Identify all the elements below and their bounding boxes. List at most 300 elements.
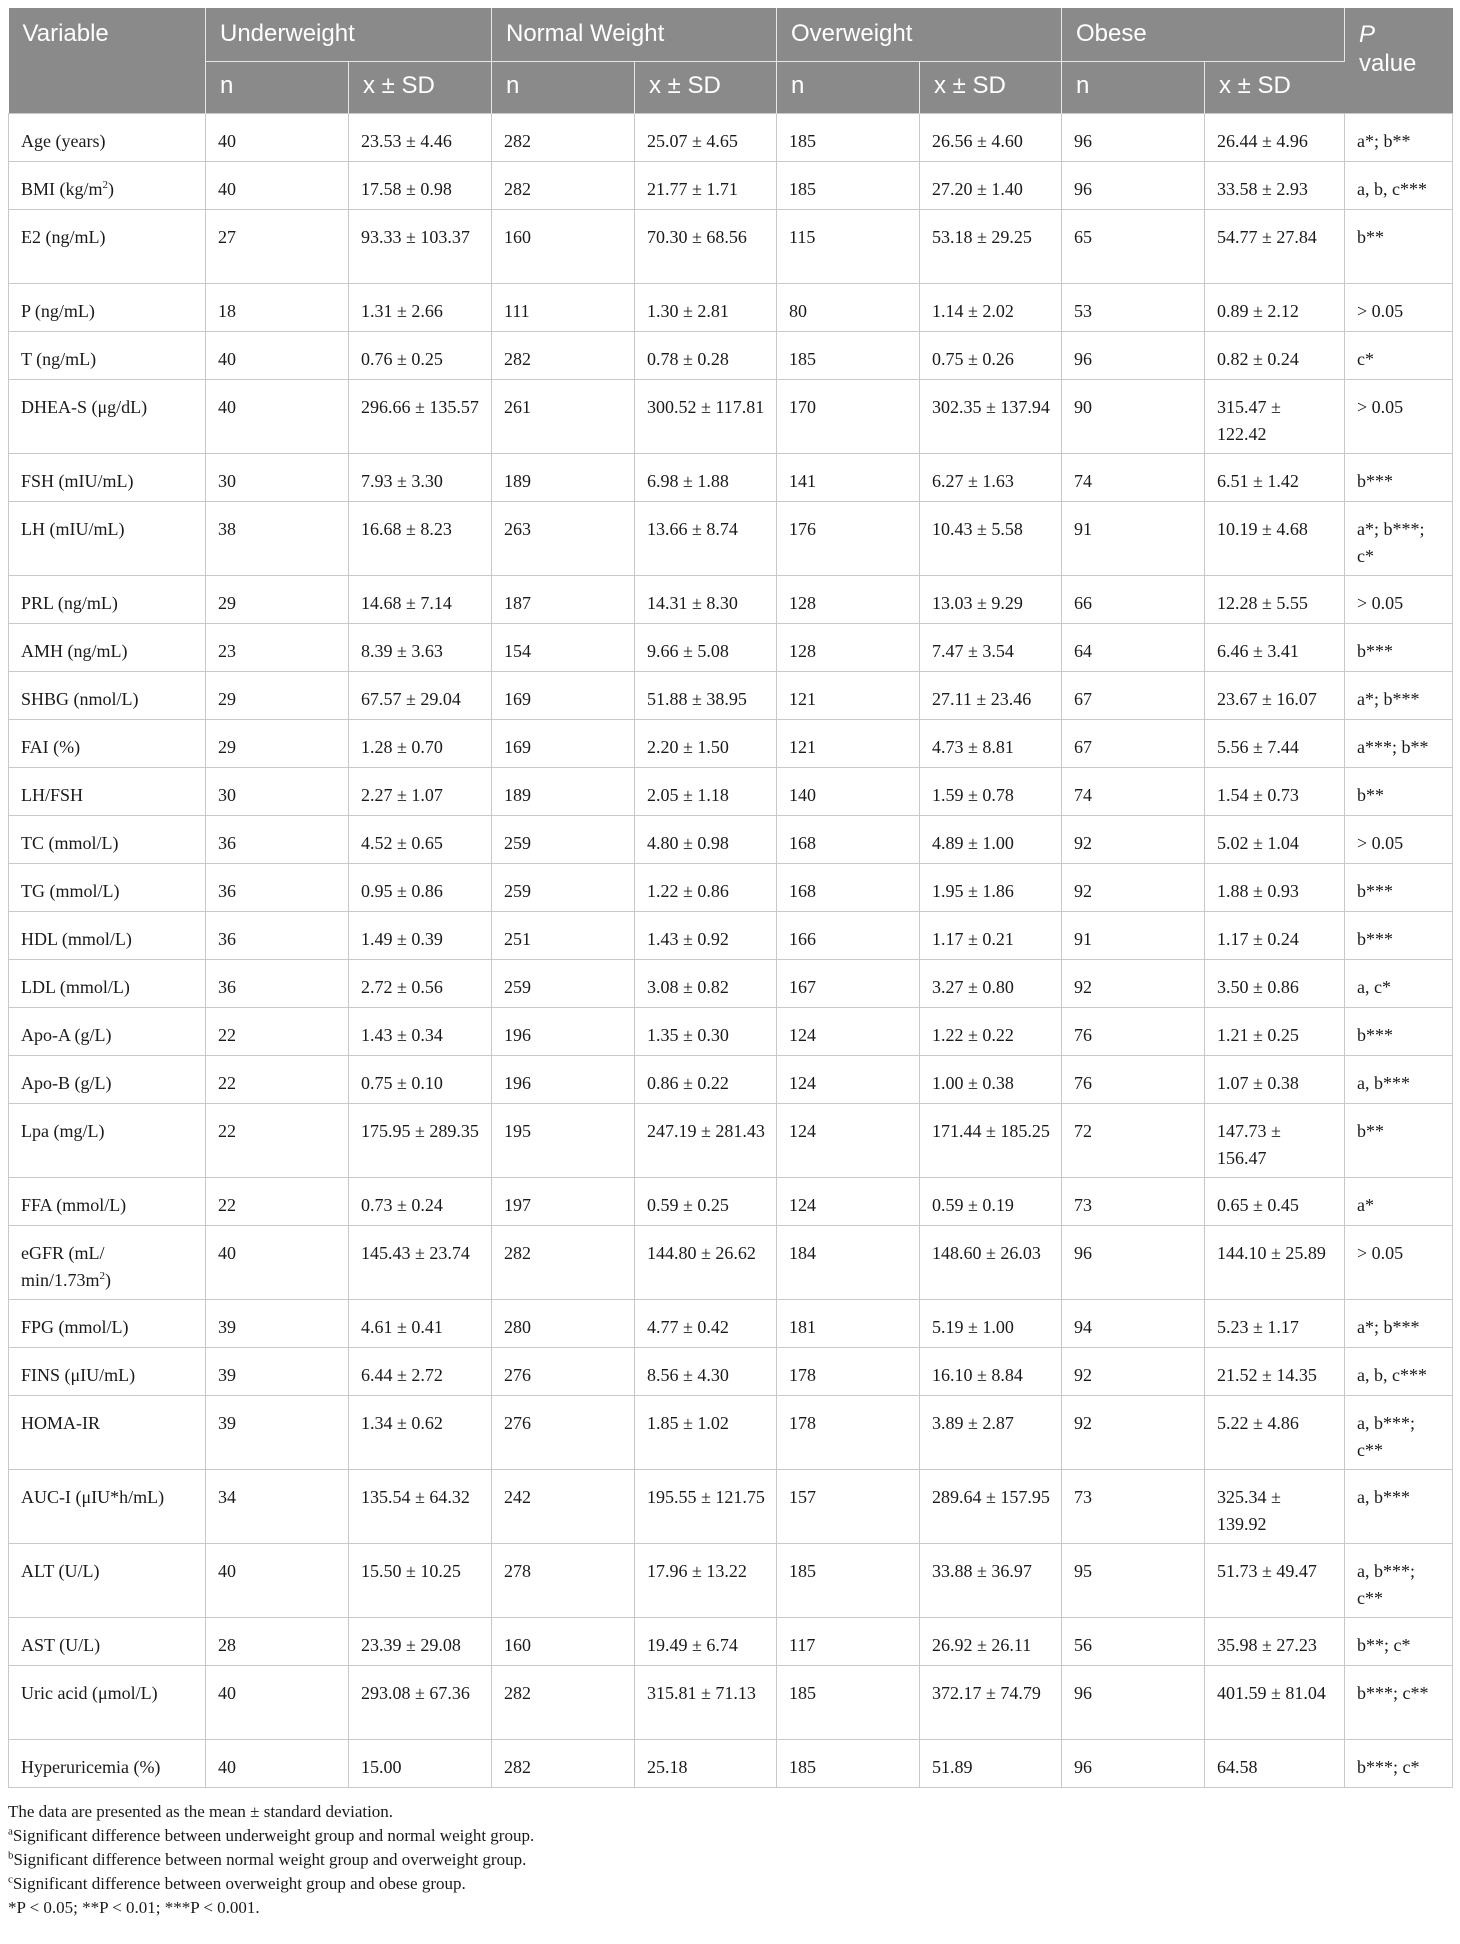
table-row xyxy=(9,1617,1453,1665)
variable-name: HDL (mmol/L) xyxy=(21,928,132,949)
cell-bx: 33.58 ± 2.93 xyxy=(1205,161,1345,209)
cell-bn: 65 xyxy=(1062,209,1205,283)
cell-ux: 0.76 ± 0.25 xyxy=(349,331,492,379)
cell-variable xyxy=(9,113,206,161)
cell-un: 39 xyxy=(206,1395,349,1469)
cell-ux: 16.68 ± 8.23 xyxy=(349,501,492,575)
cell-bn: 64 xyxy=(1062,623,1205,671)
cell-nn: 282 xyxy=(492,331,635,379)
cell-ox: 1.00 ± 0.38 xyxy=(920,1055,1062,1103)
table-row xyxy=(9,1347,1453,1395)
cell-nn: 251 xyxy=(492,911,635,959)
cell-ox: 26.56 ± 4.60 xyxy=(920,113,1062,161)
table-row xyxy=(9,767,1453,815)
cell-ux: 175.95 ± 289.35 xyxy=(349,1103,492,1177)
cell-ux: 7.93 ± 3.30 xyxy=(349,453,492,501)
cell-bx: 315.47 ± 122.42 xyxy=(1205,379,1345,453)
cell-bn: 94 xyxy=(1062,1299,1205,1347)
cell-on: 157 xyxy=(777,1469,920,1543)
cell-bn: 96 xyxy=(1062,1739,1205,1787)
header-group-overweight: Overweight xyxy=(777,8,1062,61)
cell-variable xyxy=(9,1469,206,1543)
cell-nx: 70.30 ± 68.56 xyxy=(635,209,777,283)
cell-nn: 111 xyxy=(492,283,635,331)
cell-bn: 96 xyxy=(1062,1665,1205,1739)
table-row xyxy=(9,959,1453,1007)
cell-variable xyxy=(9,379,206,453)
cell-on: 168 xyxy=(777,863,920,911)
cell-nn: 282 xyxy=(492,1225,635,1299)
variable-name: AST (U/L) xyxy=(21,1634,101,1655)
cell-nx: 25.18 xyxy=(635,1739,777,1787)
cell-nn: 196 xyxy=(492,1007,635,1055)
table-row xyxy=(9,1739,1453,1787)
table-row xyxy=(9,1395,1453,1469)
footnote-text: Significant difference between underweight group and normal weight group. xyxy=(12,1825,535,1845)
cell-ux: 1.28 ± 0.70 xyxy=(349,719,492,767)
cell-p: a, b*** xyxy=(1345,1469,1453,1543)
cell-ux: 293.08 ± 67.36 xyxy=(349,1665,492,1739)
variable-name: P (ng/mL) xyxy=(21,300,95,321)
table-footnotes xyxy=(8,1800,1452,1920)
header-p-italic: P xyxy=(1359,21,1376,48)
cell-ox: 51.89 xyxy=(920,1739,1062,1787)
cell-ox: 3.89 ± 2.87 xyxy=(920,1395,1062,1469)
cell-on: 166 xyxy=(777,911,920,959)
cell-ux: 23.39 ± 29.08 xyxy=(349,1617,492,1665)
table-row xyxy=(9,501,1453,575)
table-row xyxy=(9,671,1453,719)
header-group-obese: Obese xyxy=(1062,8,1345,61)
cell-un: 22 xyxy=(206,1055,349,1103)
cell-nn: 282 xyxy=(492,1739,635,1787)
cell-bn: 67 xyxy=(1062,671,1205,719)
cell-p: a* xyxy=(1345,1177,1453,1225)
cell-nx: 3.08 ± 0.82 xyxy=(635,959,777,1007)
cell-on: 140 xyxy=(777,767,920,815)
cell-p: > 0.05 xyxy=(1345,283,1453,331)
cell-nx: 1.22 ± 0.86 xyxy=(635,863,777,911)
cell-p: b**; c* xyxy=(1345,1617,1453,1665)
cell-nx: 144.80 ± 26.62 xyxy=(635,1225,777,1299)
variable-name: TC (mmol/L) xyxy=(21,832,119,853)
cell-ux: 1.43 ± 0.34 xyxy=(349,1007,492,1055)
variable-name: FPG (mmol/L) xyxy=(21,1316,129,1337)
cell-on: 128 xyxy=(777,575,920,623)
cell-variable xyxy=(9,623,206,671)
cell-un: 36 xyxy=(206,959,349,1007)
footnote-marker: c xyxy=(8,1872,13,1885)
cell-un: 30 xyxy=(206,453,349,501)
cell-variable xyxy=(9,671,206,719)
cell-bx: 1.07 ± 0.38 xyxy=(1205,1055,1345,1103)
cell-variable xyxy=(9,959,206,1007)
footnote-text: The data are presented as the mean ± standard deviation. xyxy=(8,1801,394,1821)
cell-bn: 91 xyxy=(1062,911,1205,959)
variable-name: PRL (ng/mL) xyxy=(21,592,118,613)
table-container xyxy=(8,8,1452,1920)
cell-variable xyxy=(9,1665,206,1739)
cell-bn: 92 xyxy=(1062,815,1205,863)
cell-on: 185 xyxy=(777,1543,920,1617)
cell-un: 40 xyxy=(206,379,349,453)
cell-bn: 96 xyxy=(1062,161,1205,209)
footnote xyxy=(8,1824,1452,1848)
table-row xyxy=(9,1225,1453,1299)
cell-nn: 195 xyxy=(492,1103,635,1177)
variable-superscript: 2 xyxy=(99,1269,106,1282)
cell-nn: 169 xyxy=(492,671,635,719)
cell-bn: 96 xyxy=(1062,331,1205,379)
cell-bn: 90 xyxy=(1062,379,1205,453)
table-row xyxy=(9,113,1453,161)
header-n: n xyxy=(492,61,635,113)
cell-nx: 300.52 ± 117.81 xyxy=(635,379,777,453)
cell-bx: 23.67 ± 16.07 xyxy=(1205,671,1345,719)
cell-p: a***; b** xyxy=(1345,719,1453,767)
cell-ux: 14.68 ± 7.14 xyxy=(349,575,492,623)
cell-un: 29 xyxy=(206,671,349,719)
header-p-value xyxy=(1345,8,1453,113)
footnote-text: Significant difference between normal weight group and overweight group. xyxy=(13,1849,527,1869)
cell-p: b** xyxy=(1345,1103,1453,1177)
cell-ox: 289.64 ± 157.95 xyxy=(920,1469,1062,1543)
cell-variable xyxy=(9,911,206,959)
cell-variable xyxy=(9,719,206,767)
cell-p: a, b, c*** xyxy=(1345,161,1453,209)
cell-ux: 4.52 ± 0.65 xyxy=(349,815,492,863)
cell-bx: 6.46 ± 3.41 xyxy=(1205,623,1345,671)
cell-bn: 73 xyxy=(1062,1177,1205,1225)
cell-bn: 76 xyxy=(1062,1055,1205,1103)
cell-bx: 5.22 ± 4.86 xyxy=(1205,1395,1345,1469)
cell-p: a, b***; c** xyxy=(1345,1543,1453,1617)
variable-name: DHEA-S (μg/dL) xyxy=(21,396,148,417)
variable-name: Hyperuricemia (%) xyxy=(21,1756,161,1777)
cell-p: b** xyxy=(1345,209,1453,283)
cell-ox: 5.19 ± 1.00 xyxy=(920,1299,1062,1347)
cell-ox: 26.92 ± 26.11 xyxy=(920,1617,1062,1665)
cell-variable xyxy=(9,863,206,911)
cell-ox: 1.17 ± 0.21 xyxy=(920,911,1062,959)
footnote xyxy=(8,1800,1452,1824)
cell-nn: 154 xyxy=(492,623,635,671)
table-row xyxy=(9,379,1453,453)
cell-ux: 4.61 ± 0.41 xyxy=(349,1299,492,1347)
cell-un: 22 xyxy=(206,1007,349,1055)
cell-ux: 6.44 ± 2.72 xyxy=(349,1347,492,1395)
cell-bx: 26.44 ± 4.96 xyxy=(1205,113,1345,161)
cell-on: 115 xyxy=(777,209,920,283)
table-row xyxy=(9,161,1453,209)
cell-ux: 15.00 xyxy=(349,1739,492,1787)
variable-name: Age (years) xyxy=(21,130,106,151)
variable-name: FINS (μIU/mL) xyxy=(21,1364,136,1385)
cell-nn: 189 xyxy=(492,453,635,501)
cell-variable xyxy=(9,1543,206,1617)
header-variable: Variable xyxy=(9,8,206,113)
variable-name: BMI (kg/m xyxy=(21,178,103,199)
cell-p: a*; b** xyxy=(1345,113,1453,161)
cell-variable xyxy=(9,1395,206,1469)
table-row xyxy=(9,1007,1453,1055)
cell-ox: 0.59 ± 0.19 xyxy=(920,1177,1062,1225)
cell-ox: 302.35 ± 137.94 xyxy=(920,379,1062,453)
cell-bn: 92 xyxy=(1062,1395,1205,1469)
cell-nx: 19.49 ± 6.74 xyxy=(635,1617,777,1665)
table-row xyxy=(9,719,1453,767)
cell-bn: 66 xyxy=(1062,575,1205,623)
cell-on: 124 xyxy=(777,1055,920,1103)
cell-on: 170 xyxy=(777,379,920,453)
cell-nn: 197 xyxy=(492,1177,635,1225)
cell-p: c* xyxy=(1345,331,1453,379)
cell-ox: 13.03 ± 9.29 xyxy=(920,575,1062,623)
cell-p: a, b, c*** xyxy=(1345,1347,1453,1395)
cell-ux: 8.39 ± 3.63 xyxy=(349,623,492,671)
table-row xyxy=(9,209,1453,283)
cell-variable xyxy=(9,767,206,815)
cell-variable xyxy=(9,501,206,575)
cell-nx: 4.80 ± 0.98 xyxy=(635,815,777,863)
cell-on: 124 xyxy=(777,1103,920,1177)
variable-superscript: 2 xyxy=(102,178,109,191)
cell-un: 23 xyxy=(206,623,349,671)
cell-ux: 135.54 ± 64.32 xyxy=(349,1469,492,1543)
cell-ux: 1.34 ± 0.62 xyxy=(349,1395,492,1469)
cell-nn: 160 xyxy=(492,1617,635,1665)
cell-p: b*** xyxy=(1345,863,1453,911)
cell-bx: 12.28 ± 5.55 xyxy=(1205,575,1345,623)
variable-name: eGFR (mL/ min/1.73m xyxy=(21,1242,105,1290)
cell-nx: 13.66 ± 8.74 xyxy=(635,501,777,575)
table-row xyxy=(9,863,1453,911)
cell-un: 39 xyxy=(206,1299,349,1347)
cell-nn: 282 xyxy=(492,1665,635,1739)
cell-p: b*** xyxy=(1345,911,1453,959)
footnote xyxy=(8,1848,1452,1872)
cell-nn: 282 xyxy=(492,161,635,209)
variable-name: FSH (mIU/mL) xyxy=(21,470,134,491)
cell-bn: 76 xyxy=(1062,1007,1205,1055)
cell-nx: 14.31 ± 8.30 xyxy=(635,575,777,623)
cell-p: a, b***; c** xyxy=(1345,1395,1453,1469)
cell-bx: 0.65 ± 0.45 xyxy=(1205,1177,1345,1225)
cell-un: 40 xyxy=(206,1739,349,1787)
cell-bn: 96 xyxy=(1062,113,1205,161)
cell-p: > 0.05 xyxy=(1345,379,1453,453)
cell-nx: 6.98 ± 1.88 xyxy=(635,453,777,501)
cell-ox: 0.75 ± 0.26 xyxy=(920,331,1062,379)
cell-nn: 259 xyxy=(492,863,635,911)
cell-ux: 2.72 ± 0.56 xyxy=(349,959,492,1007)
cell-nn: 278 xyxy=(492,1543,635,1617)
cell-nx: 247.19 ± 281.43 xyxy=(635,1103,777,1177)
cell-nx: 0.86 ± 0.22 xyxy=(635,1055,777,1103)
cell-bn: 53 xyxy=(1062,283,1205,331)
cell-ox: 7.47 ± 3.54 xyxy=(920,623,1062,671)
cell-nx: 1.43 ± 0.92 xyxy=(635,911,777,959)
cell-bx: 147.73 ± 156.47 xyxy=(1205,1103,1345,1177)
cell-ox: 27.20 ± 1.40 xyxy=(920,161,1062,209)
cell-variable xyxy=(9,1055,206,1103)
table-row xyxy=(9,331,1453,379)
footnote-marker: b xyxy=(8,1848,14,1861)
cell-on: 167 xyxy=(777,959,920,1007)
cell-bx: 0.82 ± 0.24 xyxy=(1205,331,1345,379)
table-row xyxy=(9,453,1453,501)
cell-variable xyxy=(9,209,206,283)
cell-un: 39 xyxy=(206,1347,349,1395)
header-n: n xyxy=(777,61,920,113)
cell-on: 141 xyxy=(777,453,920,501)
table-row xyxy=(9,575,1453,623)
cell-p: a*; b*** xyxy=(1345,1299,1453,1347)
cell-bx: 6.51 ± 1.42 xyxy=(1205,453,1345,501)
cell-on: 121 xyxy=(777,719,920,767)
table-row xyxy=(9,1055,1453,1103)
cell-nx: 2.05 ± 1.18 xyxy=(635,767,777,815)
cell-nn: 187 xyxy=(492,575,635,623)
cell-ux: 145.43 ± 23.74 xyxy=(349,1225,492,1299)
cell-nx: 25.07 ± 4.65 xyxy=(635,113,777,161)
variable-name: FAI (%) xyxy=(21,736,81,757)
cell-on: 121 xyxy=(777,671,920,719)
variable-name: E2 (ng/mL) xyxy=(21,226,106,247)
table-row xyxy=(9,911,1453,959)
cell-ux: 1.49 ± 0.39 xyxy=(349,911,492,959)
cell-un: 40 xyxy=(206,1543,349,1617)
cell-variable xyxy=(9,331,206,379)
cell-p: b***; c** xyxy=(1345,1665,1453,1739)
cell-nx: 2.20 ± 1.50 xyxy=(635,719,777,767)
cell-ox: 10.43 ± 5.58 xyxy=(920,501,1062,575)
cell-ox: 16.10 ± 8.84 xyxy=(920,1347,1062,1395)
cell-on: 117 xyxy=(777,1617,920,1665)
cell-nx: 0.78 ± 0.28 xyxy=(635,331,777,379)
cell-un: 29 xyxy=(206,575,349,623)
cell-p: a*; b*** xyxy=(1345,671,1453,719)
cell-bn: 67 xyxy=(1062,719,1205,767)
results-table xyxy=(8,8,1453,1788)
variable-name: LH (mIU/mL) xyxy=(21,518,125,539)
cell-nx: 4.77 ± 0.42 xyxy=(635,1299,777,1347)
cell-nn: 282 xyxy=(492,113,635,161)
cell-bn: 74 xyxy=(1062,453,1205,501)
header-mean-sd: x ± SD xyxy=(349,61,492,113)
variable-name-suffix: ) xyxy=(105,1269,112,1290)
cell-ox: 6.27 ± 1.63 xyxy=(920,453,1062,501)
cell-ox: 27.11 ± 23.46 xyxy=(920,671,1062,719)
cell-nx: 1.85 ± 1.02 xyxy=(635,1395,777,1469)
cell-bx: 35.98 ± 27.23 xyxy=(1205,1617,1345,1665)
cell-ux: 0.73 ± 0.24 xyxy=(349,1177,492,1225)
cell-variable xyxy=(9,1225,206,1299)
cell-ox: 148.60 ± 26.03 xyxy=(920,1225,1062,1299)
cell-bx: 144.10 ± 25.89 xyxy=(1205,1225,1345,1299)
table-header xyxy=(9,8,1453,113)
variable-name: ALT (U/L) xyxy=(21,1560,100,1581)
cell-bx: 54.77 ± 27.84 xyxy=(1205,209,1345,283)
header-n: n xyxy=(206,61,349,113)
cell-variable xyxy=(9,1617,206,1665)
cell-un: 27 xyxy=(206,209,349,283)
cell-ux: 1.31 ± 2.66 xyxy=(349,283,492,331)
table-row xyxy=(9,1103,1453,1177)
cell-nx: 1.35 ± 0.30 xyxy=(635,1007,777,1055)
table-row xyxy=(9,1177,1453,1225)
cell-p: > 0.05 xyxy=(1345,815,1453,863)
variable-name: Uric acid (μmol/L) xyxy=(21,1682,158,1703)
footnote xyxy=(8,1872,1452,1896)
table-row xyxy=(9,1665,1453,1739)
table-row xyxy=(9,623,1453,671)
cell-nn: 263 xyxy=(492,501,635,575)
footnote xyxy=(8,1896,1452,1920)
cell-variable xyxy=(9,1739,206,1787)
cell-ox: 3.27 ± 0.80 xyxy=(920,959,1062,1007)
cell-p: b** xyxy=(1345,767,1453,815)
cell-nn: 276 xyxy=(492,1395,635,1469)
cell-un: 40 xyxy=(206,1665,349,1739)
variable-name: HOMA-IR xyxy=(21,1412,100,1433)
cell-un: 34 xyxy=(206,1469,349,1543)
cell-bn: 91 xyxy=(1062,501,1205,575)
cell-bn: 56 xyxy=(1062,1617,1205,1665)
cell-un: 22 xyxy=(206,1103,349,1177)
cell-nx: 8.56 ± 4.30 xyxy=(635,1347,777,1395)
cell-variable xyxy=(9,575,206,623)
cell-variable xyxy=(9,1177,206,1225)
cell-un: 40 xyxy=(206,1225,349,1299)
cell-p: > 0.05 xyxy=(1345,1225,1453,1299)
header-mean-sd: x ± SD xyxy=(920,61,1062,113)
cell-ox: 1.59 ± 0.78 xyxy=(920,767,1062,815)
cell-ux: 23.53 ± 4.46 xyxy=(349,113,492,161)
cell-on: 185 xyxy=(777,113,920,161)
header-n: n xyxy=(1062,61,1205,113)
variable-name: FFA (mmol/L) xyxy=(21,1194,127,1215)
cell-bx: 10.19 ± 4.68 xyxy=(1205,501,1345,575)
cell-nx: 195.55 ± 121.75 xyxy=(635,1469,777,1543)
cell-ux: 67.57 ± 29.04 xyxy=(349,671,492,719)
variable-name: AUC-I (μIU*h/mL) xyxy=(21,1486,165,1507)
table-row xyxy=(9,1299,1453,1347)
cell-on: 124 xyxy=(777,1007,920,1055)
cell-un: 38 xyxy=(206,501,349,575)
cell-bx: 21.52 ± 14.35 xyxy=(1205,1347,1345,1395)
cell-bn: 95 xyxy=(1062,1543,1205,1617)
cell-un: 36 xyxy=(206,815,349,863)
cell-bn: 73 xyxy=(1062,1469,1205,1543)
cell-bn: 92 xyxy=(1062,959,1205,1007)
cell-bx: 0.89 ± 2.12 xyxy=(1205,283,1345,331)
cell-ux: 0.75 ± 0.10 xyxy=(349,1055,492,1103)
variable-name: Apo-B (g/L) xyxy=(21,1072,112,1093)
cell-p: a, b*** xyxy=(1345,1055,1453,1103)
cell-ux: 17.58 ± 0.98 xyxy=(349,161,492,209)
cell-bn: 96 xyxy=(1062,1225,1205,1299)
cell-bn: 74 xyxy=(1062,767,1205,815)
cell-nn: 261 xyxy=(492,379,635,453)
cell-bx: 5.23 ± 1.17 xyxy=(1205,1299,1345,1347)
cell-bx: 3.50 ± 0.86 xyxy=(1205,959,1345,1007)
cell-ox: 4.73 ± 8.81 xyxy=(920,719,1062,767)
footnote-text: *P < 0.05; **P < 0.01; ***P < 0.001. xyxy=(8,1897,260,1917)
cell-on: 181 xyxy=(777,1299,920,1347)
header-mean-sd: x ± SD xyxy=(635,61,777,113)
cell-nn: 276 xyxy=(492,1347,635,1395)
